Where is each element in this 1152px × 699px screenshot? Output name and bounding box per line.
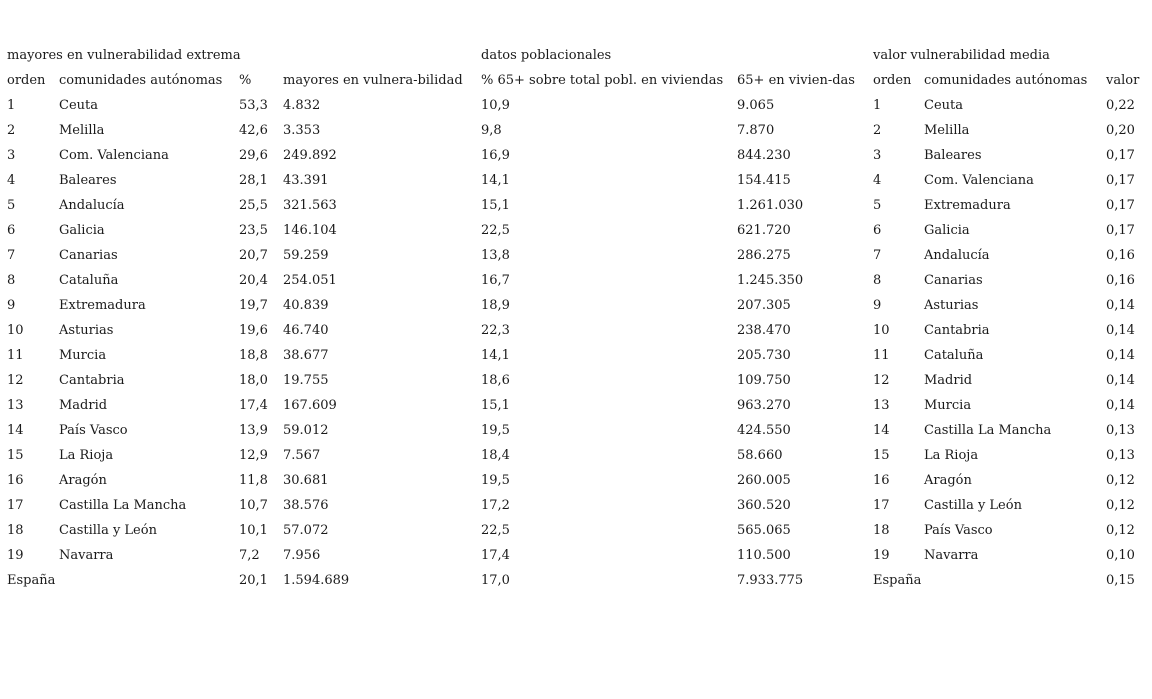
total-pct-65: 17,0 <box>481 573 510 588</box>
cell-pct: 18,0 <box>239 373 268 388</box>
cell-pct-65: 13,8 <box>481 248 510 263</box>
cell-pct: 10,1 <box>239 523 268 538</box>
cell-pct-65: 18,9 <box>481 298 510 313</box>
cell-pct: 7,2 <box>239 548 260 563</box>
cell-orden-media: 13 <box>873 398 890 413</box>
cell-orden-media: 8 <box>873 273 882 288</box>
cell-orden: 16 <box>7 473 24 488</box>
cell-valor: 0,16 <box>1106 248 1135 263</box>
cell-comunidad-media: La Rioja <box>924 448 979 463</box>
total-label: España <box>7 573 56 588</box>
group-title-vulnerabilidad-media: valor vulnerabilidad media <box>873 48 1050 63</box>
cell-mayores: 59.012 <box>283 423 329 438</box>
cell-orden-media: 17 <box>873 498 890 513</box>
cell-comunidad: Murcia <box>59 348 107 363</box>
cell-orden: 5 <box>7 198 16 213</box>
cell-comunidad-media: Canarias <box>924 273 983 288</box>
cell-65-viviendas: 58.660 <box>737 448 783 463</box>
cell-65-viviendas: 205.730 <box>737 348 791 363</box>
cell-comunidad: Canarias <box>59 248 118 263</box>
total-mayores: 1.594.689 <box>283 573 350 588</box>
table-row <box>0 218 1152 243</box>
cell-65-viviendas: 621.720 <box>737 223 791 238</box>
cell-65-viviendas: 109.750 <box>737 373 791 388</box>
cell-comunidad-media: Com. Valenciana <box>924 173 1034 188</box>
cell-mayores: 19.755 <box>283 373 329 388</box>
cell-valor: 0,17 <box>1106 148 1135 163</box>
cell-orden: 18 <box>7 523 24 538</box>
total-65-viviendas: 7.933.775 <box>737 573 804 588</box>
table-row <box>0 143 1152 168</box>
cell-comunidad-media: Melilla <box>924 123 970 138</box>
table-row <box>0 493 1152 518</box>
cell-comunidad-media: Extremadura <box>924 198 1011 213</box>
cell-comunidad: Castilla La Mancha <box>59 498 187 513</box>
column-header-65-viviendas: 65+ en vivien-das <box>737 73 855 88</box>
cell-65-viviendas: 1.261.030 <box>737 198 804 213</box>
table-row <box>0 343 1152 368</box>
cell-mayores: 30.681 <box>283 473 329 488</box>
column-header-row <box>0 68 1152 93</box>
column-header-comunidades: comunidades autónomas <box>59 73 223 88</box>
cell-pct: 25,5 <box>239 198 268 213</box>
cell-pct-65: 17,4 <box>481 548 510 563</box>
table-row <box>0 318 1152 343</box>
cell-65-viviendas: 360.520 <box>737 498 791 513</box>
total-label-media: España <box>873 573 922 588</box>
table-row <box>0 518 1152 543</box>
cell-orden: 2 <box>7 123 16 138</box>
cell-orden: 6 <box>7 223 16 238</box>
cell-pct-65: 10,9 <box>481 98 510 113</box>
cell-valor: 0,12 <box>1106 498 1135 513</box>
cell-comunidad-media: Navarra <box>924 548 979 563</box>
cell-mayores: 43.391 <box>283 173 329 188</box>
cell-65-viviendas: 565.065 <box>737 523 791 538</box>
cell-comunidad-media: Ceuta <box>924 98 963 113</box>
cell-mayores: 249.892 <box>283 148 337 163</box>
cell-valor: 0,10 <box>1106 548 1135 563</box>
cell-comunidad-media: Andalucía <box>924 248 990 263</box>
cell-valor: 0,14 <box>1106 348 1135 363</box>
group-title-datos-poblacionales: datos poblacionales <box>481 48 612 63</box>
cell-pct: 12,9 <box>239 448 268 463</box>
cell-pct-65: 18,6 <box>481 373 510 388</box>
cell-comunidad-media: País Vasco <box>924 523 993 538</box>
cell-orden-media: 11 <box>873 348 890 363</box>
cell-comunidad: Aragón <box>59 473 107 488</box>
cell-orden: 7 <box>7 248 16 263</box>
table-row <box>0 168 1152 193</box>
cell-pct-65: 22,5 <box>481 223 510 238</box>
cell-orden: 17 <box>7 498 24 513</box>
cell-comunidad: Asturias <box>59 323 114 338</box>
table-row <box>0 243 1152 268</box>
cell-pct: 17,4 <box>239 398 268 413</box>
table-row <box>0 93 1152 118</box>
cell-mayores: 46.740 <box>283 323 329 338</box>
group-header-row <box>0 43 1152 68</box>
cell-pct-65: 19,5 <box>481 473 510 488</box>
cell-orden: 13 <box>7 398 24 413</box>
cell-comunidad: Castilla y León <box>59 523 157 538</box>
cell-pct: 53,3 <box>239 98 268 113</box>
cell-comunidad: Com. Valenciana <box>59 148 169 163</box>
cell-pct-65: 16,9 <box>481 148 510 163</box>
cell-mayores: 254.051 <box>283 273 337 288</box>
cell-orden-media: 14 <box>873 423 890 438</box>
cell-mayores: 321.563 <box>283 198 337 213</box>
cell-valor: 0,13 <box>1106 448 1135 463</box>
cell-orden-media: 18 <box>873 523 890 538</box>
cell-valor: 0,14 <box>1106 373 1135 388</box>
cell-orden-media: 10 <box>873 323 890 338</box>
cell-orden-media: 7 <box>873 248 882 263</box>
cell-comunidad-media: Madrid <box>924 373 973 388</box>
cell-comunidad-media: Aragón <box>924 473 972 488</box>
table-row <box>0 543 1152 568</box>
column-header-orden: orden <box>7 73 46 88</box>
table-row <box>0 443 1152 468</box>
cell-orden-media: 16 <box>873 473 890 488</box>
cell-mayores: 7.956 <box>283 548 321 563</box>
cell-mayores: 38.677 <box>283 348 329 363</box>
cell-orden: 3 <box>7 148 16 163</box>
cell-comunidad: Ceuta <box>59 98 98 113</box>
cell-valor: 0,16 <box>1106 273 1135 288</box>
cell-mayores: 3.353 <box>283 123 321 138</box>
cell-orden-media: 6 <box>873 223 882 238</box>
cell-pct: 19,6 <box>239 323 268 338</box>
cell-orden: 15 <box>7 448 24 463</box>
cell-comunidad-media: Galicia <box>924 223 970 238</box>
cell-pct: 28,1 <box>239 173 268 188</box>
cell-valor: 0,17 <box>1106 198 1135 213</box>
column-header-valor: valor <box>1106 73 1140 88</box>
table-row <box>0 418 1152 443</box>
cell-pct: 23,5 <box>239 223 268 238</box>
cell-valor: 0,13 <box>1106 423 1135 438</box>
cell-orden-media: 19 <box>873 548 890 563</box>
cell-pct: 20,4 <box>239 273 268 288</box>
cell-orden: 4 <box>7 173 16 188</box>
cell-pct-65: 15,1 <box>481 398 510 413</box>
cell-orden: 12 <box>7 373 24 388</box>
table-row <box>0 468 1152 493</box>
cell-valor: 0,12 <box>1106 523 1135 538</box>
cell-mayores: 167.609 <box>283 398 337 413</box>
cell-65-viviendas: 844.230 <box>737 148 791 163</box>
cell-pct: 18,8 <box>239 348 268 363</box>
cell-valor: 0,14 <box>1106 298 1135 313</box>
cell-valor: 0,22 <box>1106 98 1135 113</box>
cell-orden-media: 1 <box>873 98 882 113</box>
cell-pct: 29,6 <box>239 148 268 163</box>
cell-comunidad: Melilla <box>59 123 105 138</box>
cell-valor: 0,17 <box>1106 223 1135 238</box>
cell-65-viviendas: 1.245.350 <box>737 273 804 288</box>
cell-pct: 13,9 <box>239 423 268 438</box>
cell-orden: 11 <box>7 348 24 363</box>
cell-orden: 8 <box>7 273 16 288</box>
cell-orden: 9 <box>7 298 16 313</box>
cell-pct-65: 18,4 <box>481 448 510 463</box>
column-header-pct-65: % 65+ sobre total pobl. en viviendas <box>481 73 724 88</box>
cell-comunidad: Navarra <box>59 548 114 563</box>
table-row <box>0 118 1152 143</box>
total-valor: 0,15 <box>1106 573 1135 588</box>
cell-comunidad-media: Cantabria <box>924 323 990 338</box>
cell-mayores: 146.104 <box>283 223 337 238</box>
cell-comunidad: Extremadura <box>59 298 146 313</box>
cell-comunidad: Galicia <box>59 223 105 238</box>
cell-valor: 0,12 <box>1106 473 1135 488</box>
cell-mayores: 57.072 <box>283 523 329 538</box>
column-header-orden-media: orden <box>873 73 912 88</box>
data-table <box>0 43 1152 593</box>
table-row <box>0 368 1152 393</box>
table-row <box>0 293 1152 318</box>
cell-pct: 11,8 <box>239 473 268 488</box>
cell-pct-65: 22,5 <box>481 523 510 538</box>
table-body <box>0 93 1152 568</box>
cell-pct-65: 16,7 <box>481 273 510 288</box>
cell-65-viviendas: 286.275 <box>737 248 791 263</box>
cell-pct: 20,7 <box>239 248 268 263</box>
column-header-mayores: mayores en vulnera-bilidad <box>283 73 463 88</box>
cell-comunidad-media: Castilla y León <box>924 498 1022 513</box>
cell-65-viviendas: 154.415 <box>737 173 791 188</box>
cell-orden-media: 9 <box>873 298 882 313</box>
cell-orden-media: 12 <box>873 373 890 388</box>
cell-65-viviendas: 9.065 <box>737 98 775 113</box>
cell-pct-65: 22,3 <box>481 323 510 338</box>
cell-valor: 0,14 <box>1106 398 1135 413</box>
cell-comunidad: Madrid <box>59 398 108 413</box>
cell-orden: 10 <box>7 323 24 338</box>
column-header-pct: % <box>239 73 252 88</box>
table-row <box>0 393 1152 418</box>
cell-comunidad: La Rioja <box>59 448 114 463</box>
total-row <box>0 568 1152 593</box>
table-row <box>0 193 1152 218</box>
cell-comunidad: Baleares <box>59 173 117 188</box>
cell-orden: 19 <box>7 548 24 563</box>
column-header-comunidades-media: comunidades autónomas <box>924 73 1088 88</box>
total-pct: 20,1 <box>239 573 268 588</box>
cell-pct-65: 14,1 <box>481 348 510 363</box>
cell-comunidad-media: Asturias <box>924 298 979 313</box>
cell-65-viviendas: 424.550 <box>737 423 791 438</box>
cell-comunidad: País Vasco <box>59 423 128 438</box>
cell-mayores: 59.259 <box>283 248 329 263</box>
cell-65-viviendas: 963.270 <box>737 398 791 413</box>
cell-orden-media: 3 <box>873 148 882 163</box>
cell-orden-media: 2 <box>873 123 882 138</box>
cell-valor: 0,20 <box>1106 123 1135 138</box>
cell-comunidad-media: Murcia <box>924 398 972 413</box>
cell-valor: 0,17 <box>1106 173 1135 188</box>
table-row <box>0 268 1152 293</box>
cell-pct: 42,6 <box>239 123 268 138</box>
cell-comunidad-media: Castilla La Mancha <box>924 423 1052 438</box>
cell-mayores: 38.576 <box>283 498 329 513</box>
cell-orden-media: 15 <box>873 448 890 463</box>
cell-pct: 19,7 <box>239 298 268 313</box>
cell-pct: 10,7 <box>239 498 268 513</box>
cell-valor: 0,14 <box>1106 323 1135 338</box>
cell-pct-65: 14,1 <box>481 173 510 188</box>
cell-pct-65: 9,8 <box>481 123 502 138</box>
cell-65-viviendas: 260.005 <box>737 473 791 488</box>
cell-comunidad: Andalucía <box>59 198 125 213</box>
cell-mayores: 7.567 <box>283 448 321 463</box>
group-title-vulnerabilidad-extrema: mayores en vulnerabilidad extrema <box>7 48 241 63</box>
cell-mayores: 40.839 <box>283 298 329 313</box>
cell-comunidad: Cantabria <box>59 373 125 388</box>
cell-comunidad: Cataluña <box>59 273 119 288</box>
cell-mayores: 4.832 <box>283 98 321 113</box>
cell-65-viviendas: 238.470 <box>737 323 791 338</box>
cell-pct-65: 17,2 <box>481 498 510 513</box>
cell-orden-media: 5 <box>873 198 882 213</box>
cell-65-viviendas: 110.500 <box>737 548 791 563</box>
cell-orden-media: 4 <box>873 173 882 188</box>
cell-comunidad-media: Baleares <box>924 148 982 163</box>
cell-comunidad-media: Cataluña <box>924 348 984 363</box>
cell-orden: 1 <box>7 98 16 113</box>
cell-pct-65: 15,1 <box>481 198 510 213</box>
cell-65-viviendas: 207.305 <box>737 298 791 313</box>
cell-65-viviendas: 7.870 <box>737 123 775 138</box>
cell-pct-65: 19,5 <box>481 423 510 438</box>
cell-orden: 14 <box>7 423 24 438</box>
